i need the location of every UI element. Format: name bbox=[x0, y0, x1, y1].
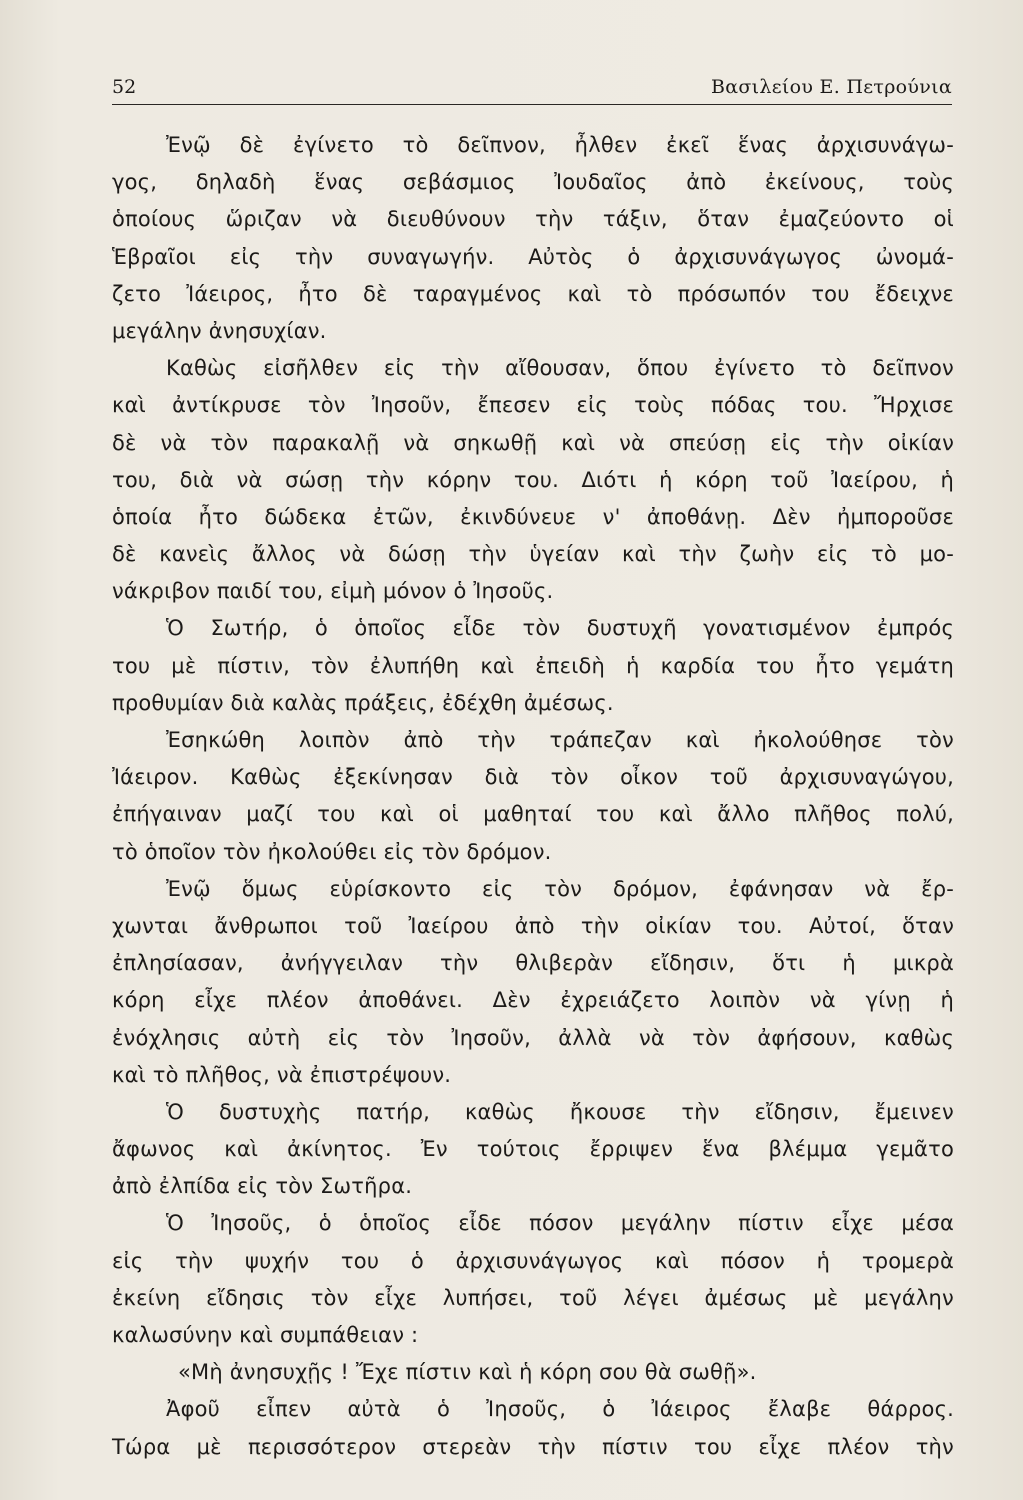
text-line: ἐπήγαιναν μαζί του καὶ οἱ μαθηταί του καὶ ἄλλο πλῆθος πολύ, bbox=[112, 802, 954, 827]
text-line: Ἐνῷ δὲ ἐγίνετο τὸ δεῖπνον, ἦλθεν ἐκεῖ ἕνας ἀρχισυνάγω- bbox=[166, 133, 954, 157]
text-line: Τώρα μὲ περισσότερον στερεὰν τὴν πίστιν του εἶχε πλέον τὴν bbox=[112, 1434, 954, 1459]
text-line: Ἐσηκώθη λοιπὸν ἀπὸ τὴν τράπεζαν καὶ ἠκολούθησε τὸν bbox=[166, 728, 954, 752]
text-line: τὸ ὁποῖον τὸν ἠκολούθει εἰς τὸν δρόμον. bbox=[112, 839, 552, 864]
text-line: του μὲ πίστιν, τὸν ἐλυπήθη καὶ ἐπειδὴ ἡ καρδία του ἦτο γεμάτη bbox=[112, 653, 954, 678]
text-line: Ἰάειρον. Καθὼς ἐξεκίνησαν διὰ τὸν οἶκον τοῦ ἀρχισυναγώγου, bbox=[112, 765, 954, 790]
text-line: καὶ τὸ πλῆθος, νὰ ἐπιστρέψουν. bbox=[112, 1062, 452, 1087]
text-line: ἐπλησίασαν, ἀνήγγειλαν τὴν θλιβερὰν εἴδησιν, ὅτι ἡ μικρὰ bbox=[112, 951, 954, 976]
text-line: κόρη εἶχε πλέον ἀποθάνει. Δὲν ἐχρειάζετο λοιπὸν νὰ γίνῃ ἡ bbox=[112, 988, 954, 1013]
text-line: καλωσύνην καὶ συμπάθειαν : bbox=[112, 1323, 419, 1347]
text-line: δὲ νὰ τὸν παρακαλῇ νὰ σηκωθῇ καὶ νὰ σπεύσῃ εἰς τὴν οἰκίαν bbox=[112, 430, 954, 455]
text-line: ἐκείνη εἴδησις τὸν εἶχε λυπήσει, τοῦ λέγει ἀμέσως μὲ μεγάλην bbox=[112, 1285, 954, 1310]
text-line: ἀπὸ ἐλπίδα εἰς τὸν Σωτῆρα. bbox=[112, 1174, 413, 1199]
text-line: Ἑβραῖοι εἰς τὴν συναγωγήν. Αὐτὸς ὁ ἀρχισυνάγωγος ὠνομά- bbox=[112, 244, 954, 269]
text-line: Ὁ δυστυχὴς πατήρ, καθὼς ἤκουσε τὴν εἴδησιν, ἔμεινεν bbox=[166, 1099, 954, 1124]
running-head: Βασιλείου Ε. Πετρούνια bbox=[710, 76, 952, 98]
page-number: 52 bbox=[112, 76, 137, 98]
body-text bbox=[112, 127, 954, 1466]
text-line: νάκριβον παιδί του, εἰμὴ μόνον ὁ Ἰησοῦς. bbox=[112, 579, 554, 604]
text-line: «Μὴ ἀνησυχῇς ! Ἔχε πίστιν καὶ ἡ κόρη σου θὰ σωθῇ». bbox=[178, 1360, 757, 1385]
text-line: ζετο Ἰάειρος, ἦτο δὲ ταραγμένος καὶ τὸ πρόσωπόν του ἔδειχνε bbox=[112, 281, 954, 306]
text-line: του, διὰ νὰ σώσῃ τὴν κόρην του. Διότι ἡ κόρη τοῦ Ἰαείρου, ἡ bbox=[112, 467, 954, 492]
text-line: ἄφωνος καὶ ἀκίνητος. Ἐν τούτοις ἔρριψεν ἕνα βλέμμα γεμᾶτο bbox=[112, 1137, 954, 1162]
page-header bbox=[112, 72, 952, 105]
text-line: ἐνόχλησις αὐτὴ εἰς τὸν Ἰησοῦν, ἀλλὰ νὰ τὸν ἀφήσουν, καθὼς bbox=[112, 1025, 954, 1050]
text-line: καὶ ἀντίκρυσε τὸν Ἰησοῦν, ἔπεσεν εἰς τοὺς πόδας του. Ἤρχισε bbox=[112, 393, 954, 418]
text-line: Ἐνῷ ὅμως εὑρίσκοντο εἰς τὸν δρόμον, ἐφάνησαν νὰ ἔρ- bbox=[166, 876, 954, 901]
text-line: ὁποία ἦτο δώδεκα ἐτῶν, ἐκινδύνευε ν' ἀποθάνῃ. Δὲν ἠμποροῦσε bbox=[112, 504, 954, 529]
text-line: μεγάλην ἀνησυχίαν. bbox=[112, 318, 327, 343]
text-line: Ἀφοῦ εἶπεν αὐτὰ ὁ Ἰησοῦς, ὁ Ἰάειρος ἔλαβε θάρρος. bbox=[166, 1397, 954, 1422]
text-line: ὁποίους ὥριζαν νὰ διευθύνουν τὴν τάξιν, ὅταν ἐμαζεύοντο οἱ bbox=[112, 207, 954, 232]
text-line: χωνται ἄνθρωποι τοῦ Ἰαείρου ἀπὸ τὴν οἰκίαν του. Αὐτοί, ὅταν bbox=[112, 913, 954, 938]
text-line: δὲ κανεὶς ἄλλος νὰ δώσῃ τὴν ὑγείαν καὶ τὴν ζωὴν εἰς τὸ μο- bbox=[112, 542, 954, 567]
text-line: Ὁ Σωτήρ, ὁ ὁποῖος εἶδε τὸν δυστυχῆ γονατισμένον ἐμπρός bbox=[166, 616, 954, 641]
text-line: γος, δηλαδὴ ἕνας σεβάσμιος Ἰουδαῖος ἀπὸ ἐκείνους, τοὺς bbox=[112, 170, 954, 195]
text-line: Ὁ Ἰησοῦς, ὁ ὁποῖος εἶδε πόσον μεγάλην πίστιν εἶχε μέσα bbox=[166, 1211, 954, 1236]
text-line: προθυμίαν διὰ καλὰς πράξεις, ἐδέχθη ἀμέσως. bbox=[112, 690, 614, 715]
text-line: εἰς τὴν ψυχήν του ὁ ἀρχισυνάγωγος καὶ πόσον ἡ τρομερὰ bbox=[112, 1248, 954, 1273]
text-line: Καθὼς εἰσῆλθεν εἰς τὴν αἴθουσαν, ὅπου ἐγίνετο τὸ δεῖπνον bbox=[166, 356, 954, 381]
